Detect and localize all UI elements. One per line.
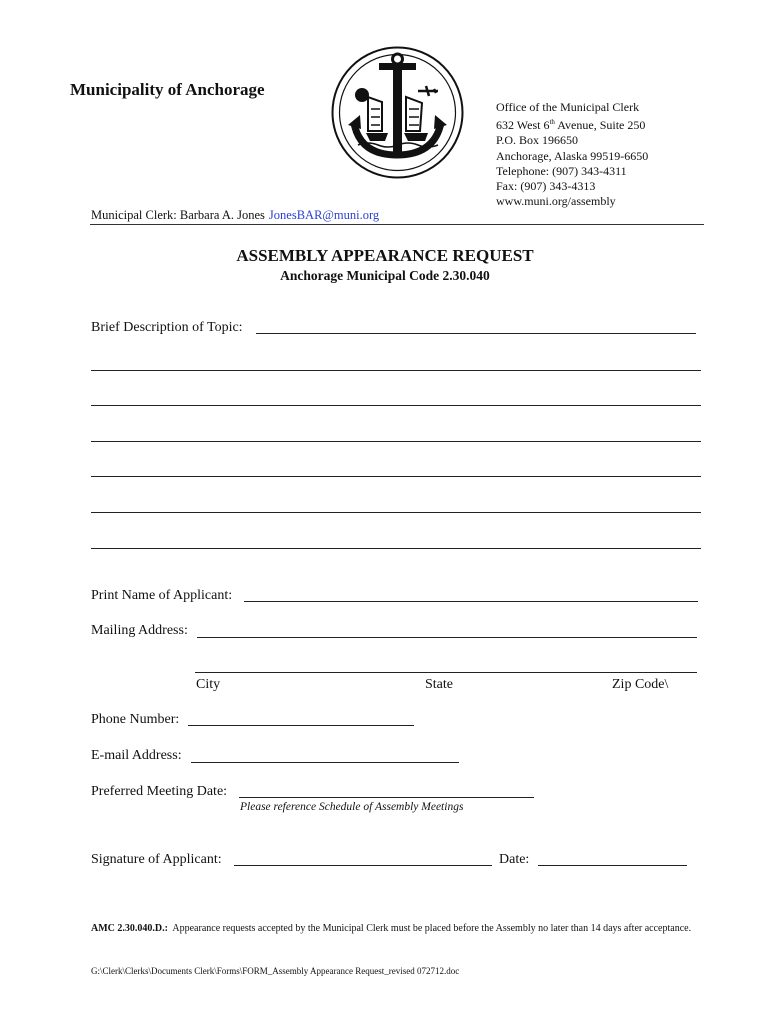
- city-state-zip-field[interactable]: [195, 672, 697, 673]
- topic-label: Brief Description of Topic:: [91, 320, 243, 335]
- mailing-address-field[interactable]: [197, 637, 697, 638]
- signature-label: Signature of Applicant:: [91, 852, 222, 867]
- topic-field-line-6[interactable]: [91, 512, 701, 513]
- municipal-clerk-line: [91, 208, 379, 223]
- office-name: Office of the Municipal Clerk: [496, 100, 640, 114]
- state-label: State: [425, 677, 453, 692]
- form-title: ASSEMBLY APPEARANCE REQUEST: [236, 246, 534, 265]
- topic-field-line-7[interactable]: [91, 548, 701, 549]
- zip-code-label: Zip Code\: [612, 677, 669, 692]
- date-label: Date:: [499, 852, 530, 867]
- clerk-name: Municipal Clerk: Barbara A. Jones: [91, 208, 265, 222]
- applicant-name-label: Print Name of Applicant:: [91, 588, 233, 603]
- office-website[interactable]: www.muni.org/assembly: [496, 194, 616, 209]
- applicant-name-field[interactable]: [244, 601, 698, 602]
- topic-field-line-3[interactable]: [91, 405, 701, 406]
- office-po-box: P.O. Box 196650: [496, 133, 579, 148]
- anchor-seal-icon: [330, 45, 465, 180]
- form-subtitle: Anchorage Municipal Code 2.30.040: [280, 268, 490, 283]
- phone-field[interactable]: [188, 725, 414, 726]
- date-field[interactable]: [538, 865, 687, 866]
- header-divider: [90, 224, 704, 225]
- mailing-address-label: Mailing Address:: [91, 623, 188, 638]
- office-street: 632 West 6th Avenue, Suite 250: [496, 118, 646, 133]
- city-label: City: [196, 677, 221, 692]
- clerk-office-address: [496, 100, 648, 209]
- topic-field-line-2[interactable]: [91, 370, 701, 371]
- document-file-path: G:\Clerk\Clerks\Documents Clerk\Forms\FORM_Assembly Appearance Request_revised 072712.doc: [91, 966, 460, 976]
- meeting-date-label: Preferred Meeting Date:: [91, 784, 228, 799]
- meeting-date-hint: Please reference Schedule of Assembly Meetings: [240, 801, 464, 813]
- municipal-seal: [330, 45, 465, 180]
- office-city: Anchorage, Alaska 99519-6650: [496, 148, 649, 163]
- meeting-date-field[interactable]: [239, 797, 534, 798]
- topic-field-line-4[interactable]: [91, 441, 701, 442]
- topic-field-line-1[interactable]: [256, 333, 696, 334]
- email-label: E-mail Address:: [91, 748, 182, 763]
- amc-note-code: AMC 2.30.040.D.:: [91, 923, 168, 934]
- organization-name: Municipality of Anchorage: [70, 80, 265, 99]
- topic-field-line-5[interactable]: [91, 476, 701, 477]
- amc-note: [91, 922, 701, 936]
- signature-field[interactable]: [234, 865, 492, 866]
- clerk-email-link[interactable]: JonesBAR@muni.org: [268, 208, 380, 222]
- email-field[interactable]: [191, 762, 459, 763]
- office-telephone: Telephone: (907) 343-4311: [496, 163, 627, 178]
- phone-label: Phone Number:: [91, 712, 180, 727]
- office-fax: Fax: (907) 343-4313: [496, 179, 596, 194]
- amc-note-text: Appearance requests accepted by the Municipal Clerk must be placed before the Assembly no later than 14 days after acceptance.: [172, 923, 692, 934]
